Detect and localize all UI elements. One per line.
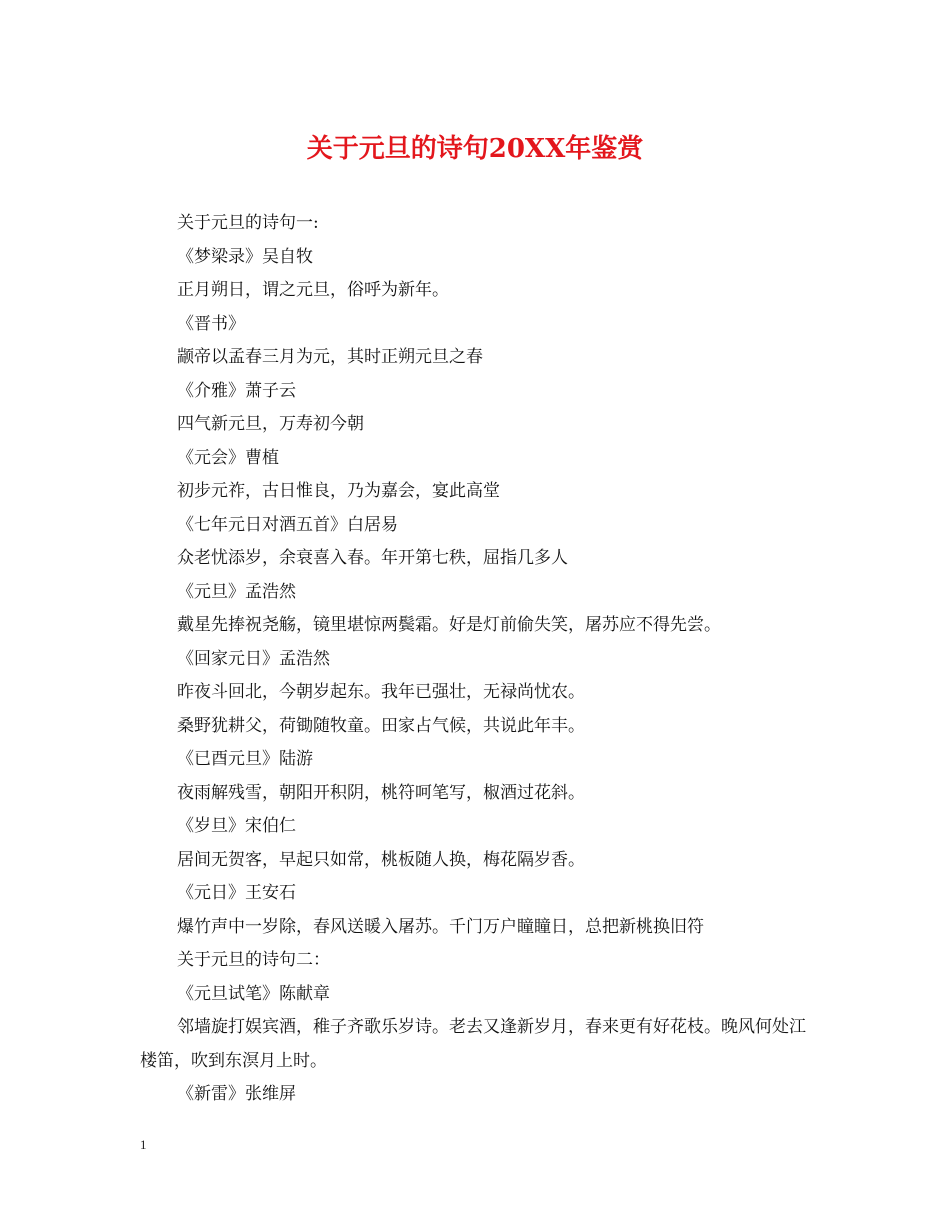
text-line: 四气新元旦，万寿初今朝: [177, 414, 364, 434]
text-line: 居间无贺客，早起只如常，桃板随人换，梅花隔岁香。: [177, 849, 585, 870]
text-line: 《元日》王安石: [177, 883, 296, 903]
text-line: 《介雅》萧子云: [177, 380, 296, 401]
text-line: 夜雨解残雪，朝阳开积阴，桃符呵笔写，椒酒过花斜。: [177, 782, 585, 803]
text-line: 爆竹声中一岁除，春风送暖入屠苏。千门万户瞳瞳日，总把新桃换旧符: [177, 916, 704, 937]
text-line: 关于元旦的诗句二：: [177, 950, 330, 970]
text-line: 关于元旦的诗句一:: [177, 213, 319, 233]
text-paragraph: 邻墙旋打娱宾酒，稚子齐歌乐岁诗。老去又逢新岁月，春来更有好花枝。晚风何处江楼笛，吹到东溟月上时。: [140, 1017, 806, 1071]
text-line: 昨夜斗回北，今朝岁起东。我年已强壮，无禄尚忧农。: [177, 682, 585, 702]
text-line: 戴星先捧祝尧觞，镜里堪惊两鬓霜。好是灯前偷失笑，屠苏应不得先尝。: [177, 615, 721, 635]
text-line: 《已酉元旦》陆游: [177, 749, 313, 769]
text-line: 颛帝以孟春三月为元，其时正朔元旦之春: [177, 347, 483, 367]
document-body: [140, 207, 820, 1112]
text-line: 《回家元日》孟浩然: [177, 648, 330, 669]
text-line: 桑野犹耕父，荷锄随牧童。田家占气候，共说此年丰。: [177, 715, 585, 736]
text-line: 《七年元日对酒五首》白居易: [177, 514, 398, 535]
text-line: 《晋书》: [177, 313, 245, 334]
text-line: 《新雷》张维屏: [177, 1084, 296, 1104]
text-line: 正月朔日，谓之元旦，俗呼为新年。: [177, 280, 449, 300]
text-line: 《元会》曹植: [177, 447, 279, 468]
text-line: 《岁旦》宋伯仁: [177, 816, 296, 836]
page-number: 1: [140, 1137, 147, 1152]
text-line: 《梦梁录》吴自牧: [177, 246, 313, 267]
text-line: 众老忧添岁，余衰喜入春。年开第七秩，屈指几多人: [177, 548, 568, 568]
text-line: 《元旦》孟浩然: [177, 581, 296, 602]
text-line: 《元旦试笔》陈献章: [177, 983, 330, 1004]
document-title: 关于元旦的诗句20XX年鉴赏: [306, 134, 644, 164]
text-line: 初步元祚，古日惟良，乃为嘉会，宴此高堂: [177, 481, 500, 501]
